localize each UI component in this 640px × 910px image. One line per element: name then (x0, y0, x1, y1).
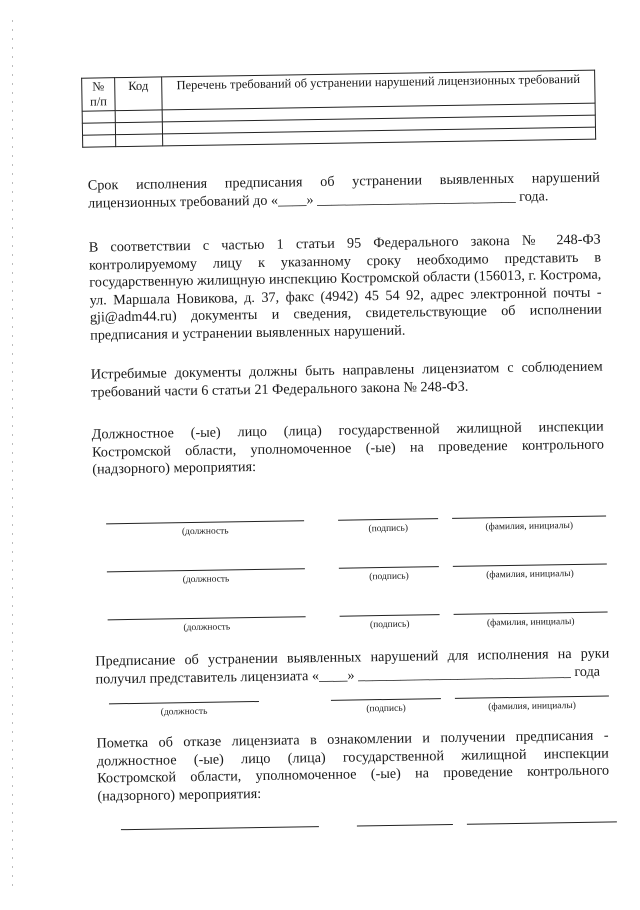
signature-row (107, 564, 608, 612)
signature-line (338, 518, 438, 535)
signature-caption: (подпись) (369, 619, 410, 631)
column-header-requirements: Перечень требований об устранении нарушений лицензионных требований (162, 70, 595, 110)
name-line (455, 695, 609, 713)
position-line (106, 520, 304, 538)
position-line (107, 568, 305, 586)
signature-line (340, 614, 440, 631)
signature-caption: (подпись) (369, 571, 409, 583)
position-caption: (должность (182, 574, 230, 586)
position-line (109, 701, 259, 718)
documents-paragraph: Истребимые документы должны быть направлены лицензиатом с соблюдением требований части 6 статьи 21 Федерального закона № 248-ФЗ. (90, 358, 603, 401)
name-caption: (фамилия, инициалы) (486, 617, 575, 629)
signature-row (111, 821, 612, 869)
position-line (108, 616, 306, 634)
column-header-number: № п/п (82, 78, 116, 112)
received-paragraph: Предписание об устранении выявленных нарушений для исполнения на руки получил представитель лицензиата «____» ______________________________ года (95, 645, 610, 688)
name-line (467, 821, 617, 824)
name-line (454, 612, 608, 629)
name-caption: (фамилия, инициалы) (485, 521, 574, 533)
column-header-code: Код (115, 77, 163, 111)
name-caption: (фамилия, инициалы) (488, 701, 576, 713)
position-caption: (должность (181, 526, 229, 538)
signature-caption: (подпись) (368, 523, 409, 535)
name-caption: (фамилия, инициалы) (486, 569, 574, 581)
signature-caption: (подпись) (366, 703, 406, 715)
signature-line (339, 566, 439, 583)
position-caption: (должность (160, 706, 208, 718)
signature-line (357, 824, 453, 827)
position-line (121, 826, 319, 830)
name-line (452, 516, 606, 533)
deadline-paragraph: Срок исполнения предписания об устранении выявленных нарушений лицензионных требований до «____» ____________________________ года. (87, 169, 600, 212)
refusal-paragraph: Пометка об отказе лицензиата в ознакомлении и получении предписания - должностное (-ые) лицо (лица) государственной жилищной инспекции Костромской области, уполномоченное (-ые) на проведение контрольного (надзорного) мероприятия: (96, 727, 610, 805)
signature-line (331, 698, 441, 715)
requirements-table (81, 70, 596, 148)
position-caption: (должность (183, 622, 231, 634)
name-line (453, 564, 607, 581)
officials-paragraph: Должностное (-ые) лицо (лица) государственной жилищной инспекции Костромской области, уполномоченное (-ые) на проведение контрольного (надзорного) мероприятия: (91, 418, 605, 478)
submission-paragraph: В соответствии с частью 1 статьи 95 Федерального закона № 248-ФЗ контролируемому лицу к указанному сроку необходимо представить в государственную жилищную инспекцию Костромской области (156013, г. Кострома, ул. Маршала Новикова, д. 37, факс (4942) 45 54 92, адрес электронной почты - gji@adm44.ru) документы и сведения, свидетельствующие об исполнении предписания и устранении выявленных нарушений. (88, 231, 602, 344)
signature-row (106, 516, 607, 564)
